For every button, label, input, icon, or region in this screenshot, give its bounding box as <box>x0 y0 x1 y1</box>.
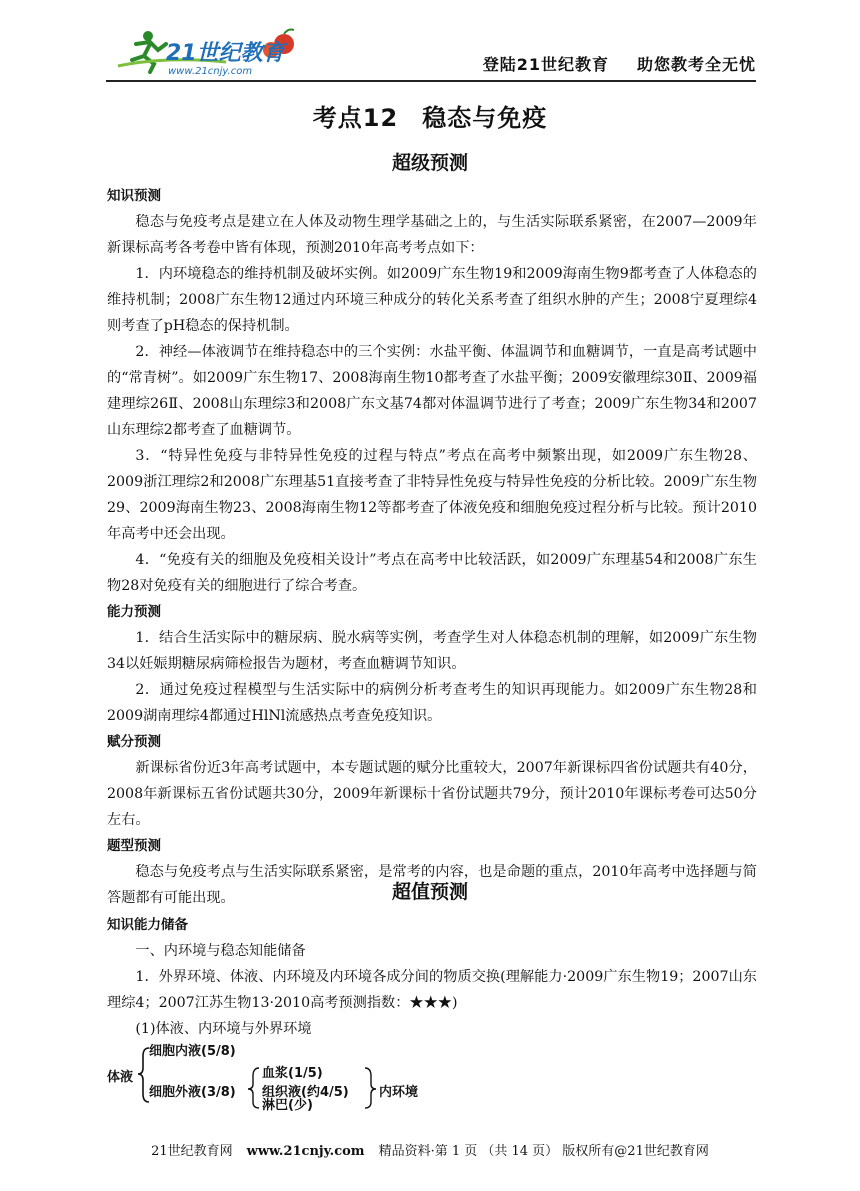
logo-text: 21世纪教育 <box>166 41 285 66</box>
score-predict-heading: 赋分预测 <box>107 734 161 750</box>
knowledge-intro: 稳态与免疫考点是建立在人体及动物生理学基础之上的，与生活实际联系紧密，在2007—2009年新课标高考各考卷中皆有体现，预测2010年高考考点如下： <box>107 214 757 256</box>
reserve-content <box>107 912 757 1042</box>
title-part2: 稳态与免疫 <box>422 104 548 132</box>
type-predict-heading: 题型预测 <box>107 838 161 854</box>
section-title-super: 超级预测 <box>391 152 468 174</box>
diagram-plasma: 血浆(1/5) <box>262 1066 323 1081</box>
diagram-tissue-fluid: 组织液(约4/5) <box>262 1085 349 1100</box>
header-slogan <box>483 52 756 75</box>
page-title <box>0 98 860 133</box>
knowledge-reserve-heading: 知识能力储备 <box>107 917 188 933</box>
knowledge-item-3: 3．“特异性免疫与非特异性免疫的过程与特点”考点在高考中频繁出现，如2009广东生物28、2009浙江理综2和2008广东理基51直接考查了非特异性免疫与特异性免疫的分析比较。2009广东生物29、2009海南生物23、2008海南生物12等都考查了体液免疫和细胞免疫过程分析与比较。预计2010年高考中还会出现。 <box>107 448 757 542</box>
knowledge-item-2: 2．神经—体液调节在维持稳态中的三个实例：水盐平衡、体温调节和血糖调节，一直是高考试题中的“常青树”。如2009广东生物17、2008海南生物10都考查了水盐平衡；2009安徽理综30Ⅱ、2009福建理综26Ⅱ、2008山东理综3和2008广东文基74都对体温调节进行了考查；2009广东生物34和2007山东理综2都考查了血糖调节。 <box>107 344 757 438</box>
page-footer <box>0 1140 860 1159</box>
title-part1: 考点12 <box>312 104 399 132</box>
body-fluid-diagram <box>107 1040 447 1113</box>
slogan-right: 助您教考全无忧 <box>636 55 756 74</box>
diagram-root: 体液 <box>107 1070 134 1085</box>
section-title-value: 超值预测 <box>391 881 468 903</box>
diagram-extracellular: 细胞外液(3/8) <box>149 1085 236 1100</box>
header-divider <box>106 80 756 82</box>
site-logo <box>106 26 306 78</box>
footer-left: 21世纪教育网 <box>151 1144 233 1159</box>
logo-url: www.21cnjy.com <box>168 66 253 77</box>
diagram-lymph: 淋巴(少) <box>262 1098 313 1113</box>
ability-item-2: 2．通过免疫过程模型与生活实际中的病例分析考查考生的知识再现能力。如2009广东生物28和2009湖南理综4都通过HlNl流感热点考查免疫知识。 <box>107 682 757 724</box>
ability-item-1: 1．结合生活实际中的糖尿病、脱水病等实例，考查学生对人体稳态机制的理解，如2009广东生物34以妊娠期糖尿病筛检报告为题材，考查血糖调节知识。 <box>107 630 757 672</box>
reserve-line-1: 一、内环境与稳态知能储备 <box>135 943 306 959</box>
page-header <box>106 22 756 80</box>
predict-content <box>107 183 757 911</box>
knowledge-item-1: 1．内环境稳态的维持机制及破坏实例。如2009广东生物19和2009海南生物9都考查了人体稳态的维持机制；2008广东生物12通过内环境三种成分的转化关系考查了组织水肿的产生；2008宁夏理综4则考查了pH稳态的保持机制。 <box>107 266 757 334</box>
score-predict-text: 新课标省份近3年高考试题中，本专题试题的赋分比重较大，2007年新课标四省份试题共有40分，2008年新课标五省份试题共30分，2009年新课标十省份试题共79分，预计2010年课标考卷可达50分左右。 <box>107 760 757 828</box>
slogan-left: 登陆21世纪教育 <box>482 55 609 74</box>
ability-predict-heading: 能力预测 <box>107 604 161 620</box>
diagram-internal-env: 内环境 <box>379 1085 419 1100</box>
knowledge-predict-heading: 知识预测 <box>107 188 161 204</box>
reserve-line-3: (1)体液、内环境与外界环境 <box>135 1021 312 1037</box>
type-predict-text: 稳态与免疫考点与生活实际联系紧密，是常考的内容，也是命题的重点，2010年高考中选择题与简答题都有可能出现。 <box>107 864 757 906</box>
footer-right: 精品资料·第 1 页 （共 14 页） 版权所有@21世纪教育网 <box>378 1144 709 1159</box>
knowledge-item-4: 4．“免疫有关的细胞及免疫相关设计”考点在高考中比较活跃，如2009广东理基54和2008广东生物28对免疫有关的细胞进行了综合考查。 <box>107 552 757 594</box>
diagram-intracellular: 细胞内液(5/8) <box>149 1044 236 1059</box>
footer-site[interactable]: www.21cnjy.com <box>246 1144 365 1159</box>
reserve-line-2: 1．外界环境、体液、内环境及内环境各成分间的物质交换(理解能力·2009广东生物19；2007山东理综4；2007江苏生物13·2010高考预测指数：★★★) <box>107 969 757 1011</box>
